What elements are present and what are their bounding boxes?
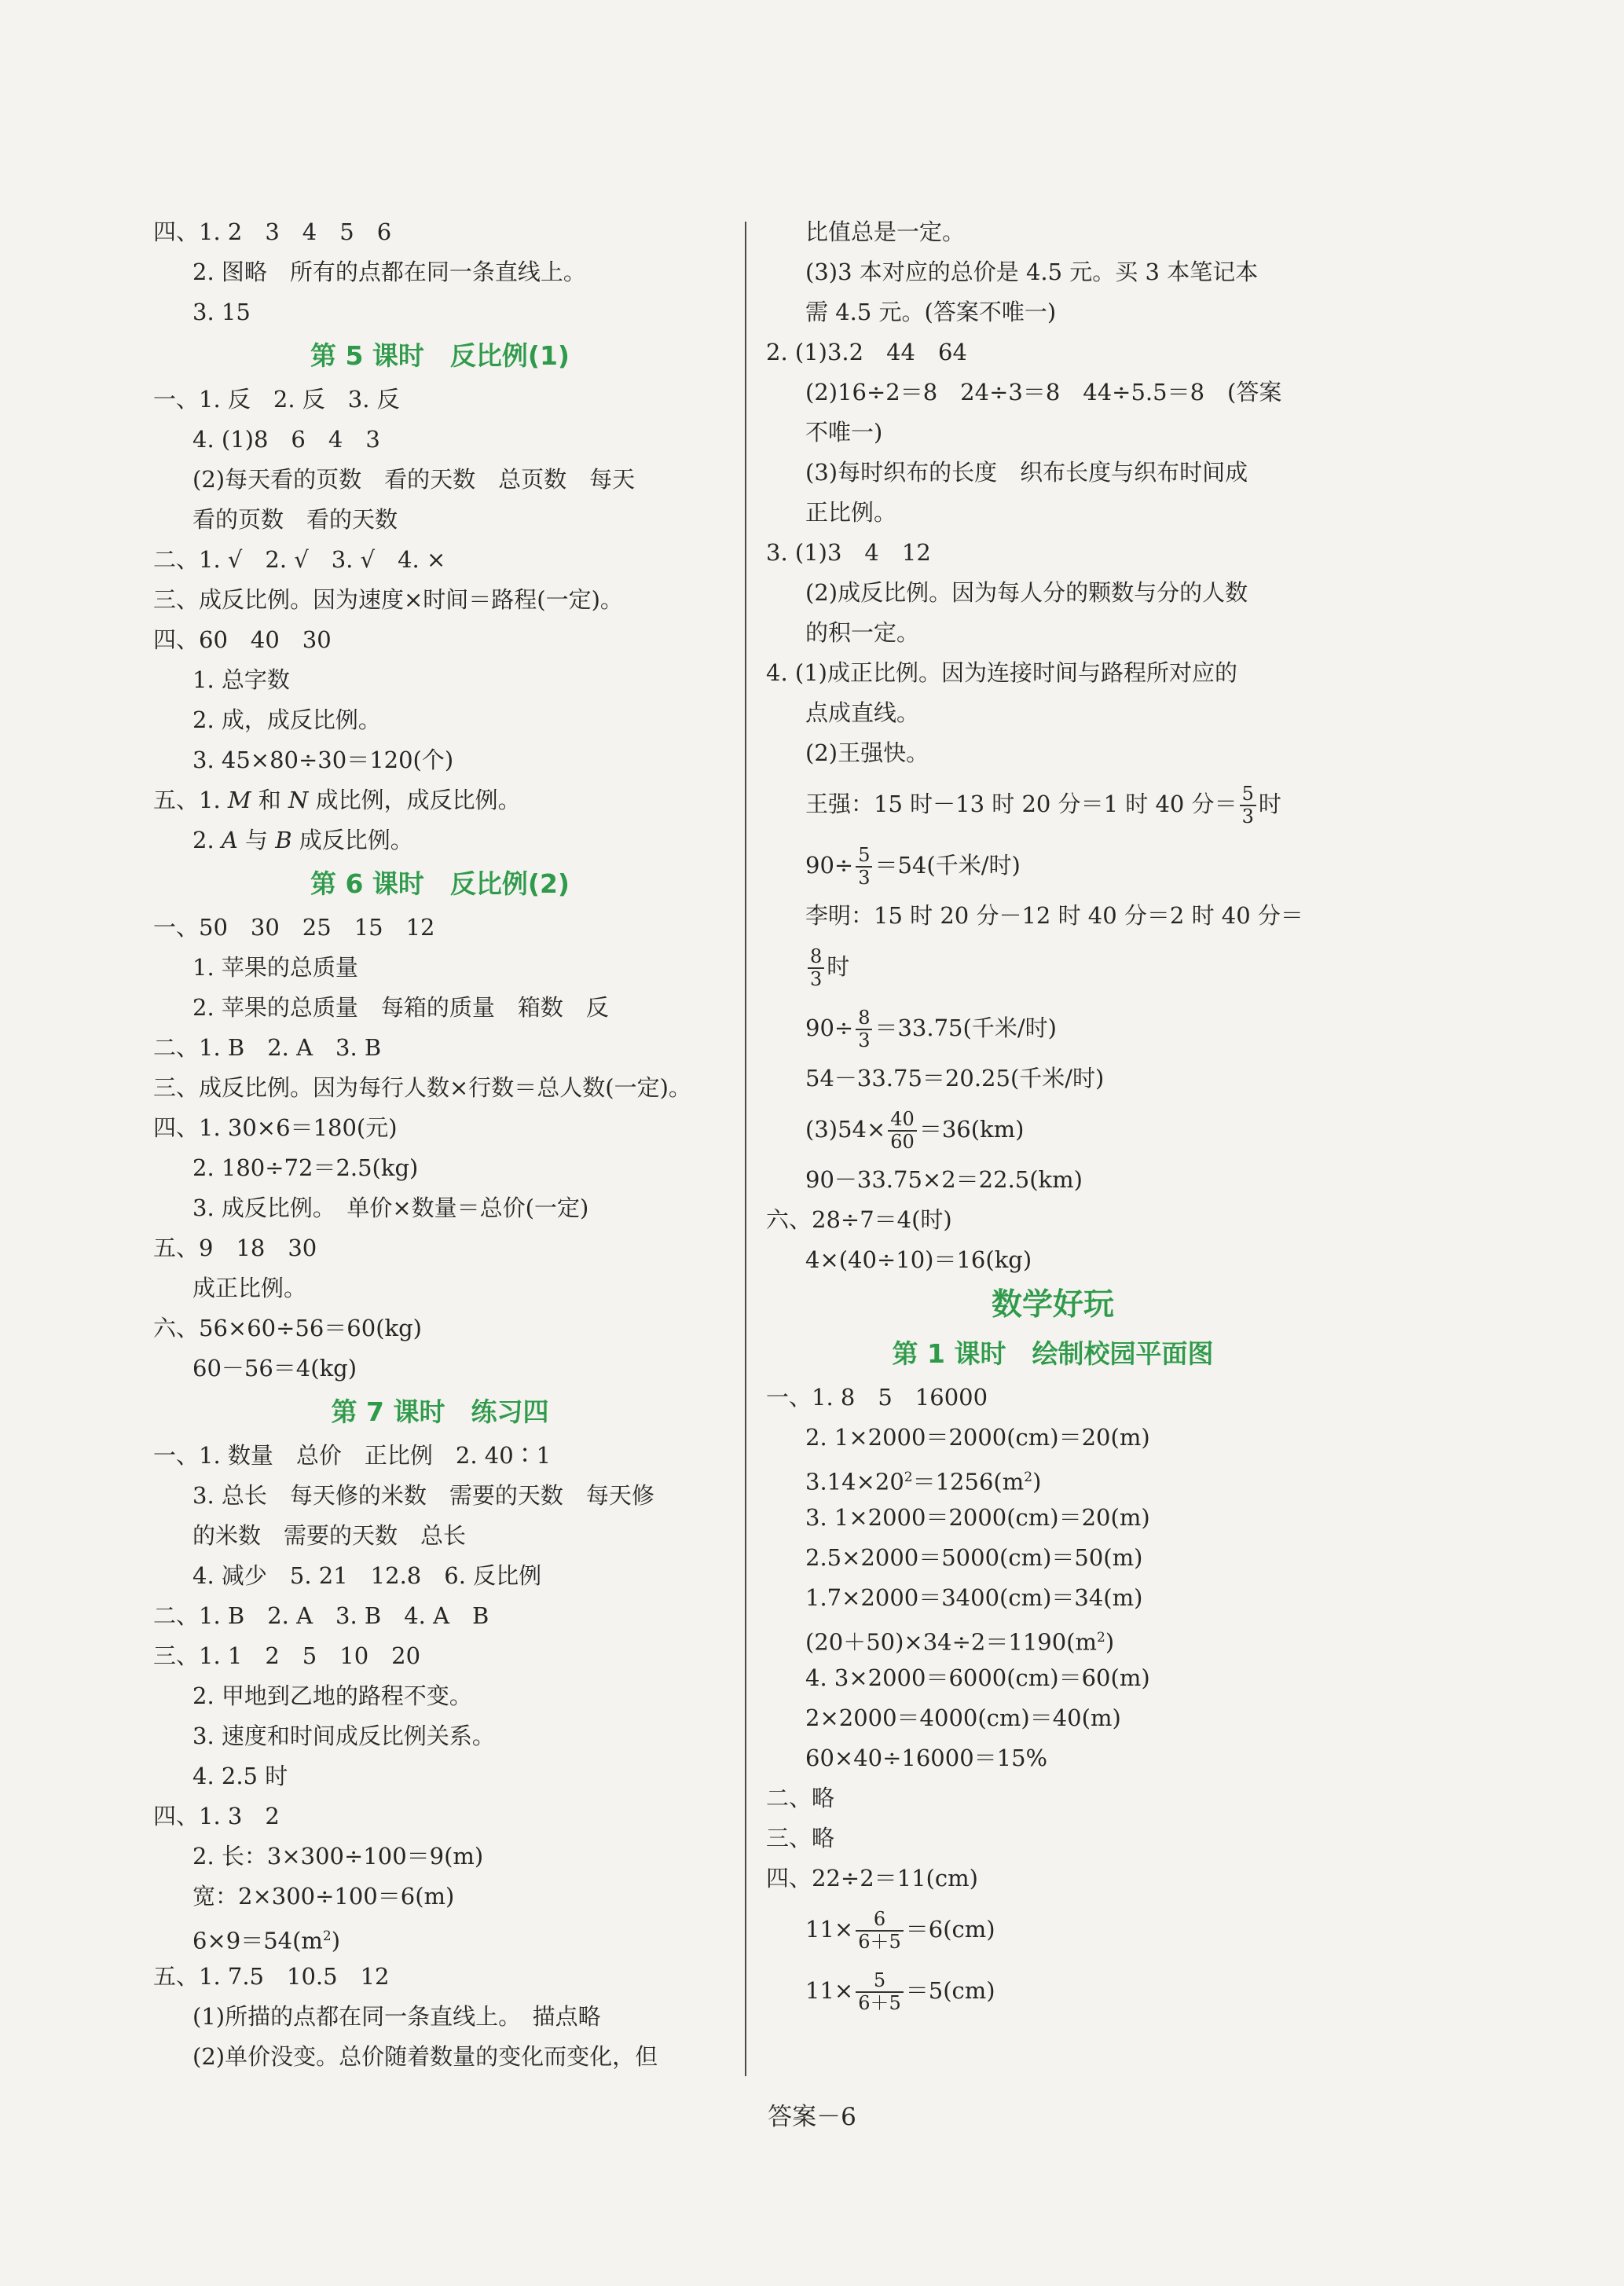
answer-line: 4. (1)成正比例。因为连接时间与路程所对应的 <box>766 659 1237 686</box>
answer-line: 3. 1×2000＝2000(cm)＝20(m) <box>805 1504 1150 1531</box>
unit-heading: 数学好玩 <box>991 1287 1114 1323</box>
lesson-heading: 第 5 课时 反比例(1) <box>310 340 570 371</box>
answer-line: 3. 成反比例。 单价×数量＝总价(一定) <box>192 1194 589 1221</box>
answer-line: 二、1. B 2. A 3. B <box>153 1034 382 1061</box>
answer-line: 4. 3×2000＝6000(cm)＝60(m) <box>805 1664 1150 1691</box>
answer-line: 三、成反比例。因为每行人数×行数＝总人数(一定)。 <box>153 1074 691 1101</box>
fraction: $\frac{8}{3}$ <box>808 946 824 990</box>
page-number: 答案－6 <box>768 2103 856 2131</box>
answer-line: 90÷ $\frac{8}{3}$ ＝33.75(千米/时) <box>805 1007 1057 1051</box>
answer-line: 看的页数 看的天数 <box>192 506 398 533</box>
answer-line: 4. (1)8 6 4 3 <box>192 426 380 453</box>
answer-line: 90÷ $\frac{5}{3}$ ＝54(千米/时) <box>805 844 1021 889</box>
fraction: $\frac{5}{3}$ <box>856 845 872 889</box>
answer-line: 三、略 <box>766 1825 835 1851</box>
answer-line: 2. 180÷72＝2.5(kg) <box>192 1154 419 1181</box>
left-column <box>153 212 727 2077</box>
answer-line: 90－33.75×2＝22.5(km) <box>805 1166 1083 1193</box>
answer-line: 二、略 <box>766 1785 835 1811</box>
answer-line: 3. 45×80÷30＝120(个) <box>192 747 454 773</box>
answer-line: $6\times 9=54(m^2)$ <box>192 1927 341 1954</box>
answer-line: (2)成反比例。因为每人分的颗数与分的人数 <box>805 579 1248 606</box>
answer-line: 正比例。 <box>805 499 897 526</box>
answer-line: 60－56＝4(kg) <box>192 1355 357 1382</box>
answer-line: (3)54× $\frac{40}{60}$ ＝36(km) <box>805 1108 1025 1153</box>
answer-line: (2)王强快。 <box>805 739 929 766</box>
answer-line: 需 4.5 元。(答案不唯一) <box>805 299 1057 325</box>
answer-line: 五、1. 7.5 10.5 12 <box>153 1963 390 1990</box>
fraction: $\frac{6}{6+5}$ <box>856 1909 904 1953</box>
answer-line: 四、1. 2 3 4 5 6 <box>153 218 392 245</box>
answer-line: 3. 15 <box>192 299 251 325</box>
lesson-heading: 第 6 课时 反比例(2) <box>310 868 570 899</box>
answer-line: 宽：2×300÷100＝6(m) <box>192 1883 455 1910</box>
answer-line: 六、28÷7＝4(时) <box>766 1206 952 1233</box>
answer-line: (3)每时织布的长度 织布长度与织布时间成 <box>805 459 1248 486</box>
answer-line: 三、1. 1 2 5 10 20 <box>153 1642 421 1669</box>
fraction: $\frac{5}{6+5}$ <box>856 1970 904 2014</box>
answer-line: 2. 甲地到乙地的路程不变。 <box>192 1682 472 1709</box>
answer-line: 2.5×2000＝5000(cm)＝50(m) <box>805 1544 1143 1571</box>
answer-line: 3. (1)3 4 12 <box>766 539 931 566</box>
answer-line: 60×40÷16000＝15% <box>805 1745 1048 1771</box>
answer-line: (2)单价没变。总价随着数量的变化而变化，但 <box>192 2043 658 2070</box>
lesson-heading: 第 7 课时 练习四 <box>331 1396 549 1427</box>
answer-line: (2)16÷2＝8 24÷3＝8 44÷5.5＝8 (答案 <box>805 379 1282 405</box>
answer-line: 1.7×2000＝3400(cm)＝34(m) <box>805 1584 1143 1611</box>
answer-line: $\frac{8}{3}$ 时 <box>766 936 1340 997</box>
answer-line: 4. 2.5 时 <box>192 1763 288 1789</box>
answer-line: 二、1. B 2. A 3. B 4. A B <box>153 1602 489 1629</box>
answer-line: 四、60 40 30 <box>153 626 332 653</box>
answer-line: 李明：15 时 20 分－12 时 40 分＝2 时 40 分＝ <box>805 902 1303 929</box>
answer-line: 四、22÷2＝11(cm) <box>766 1865 978 1892</box>
answer-line: 2. 成，成反比例。 <box>192 706 381 733</box>
column-divider <box>745 222 746 2076</box>
answer-line: 二、1. √ 2. √ 3. √ 4. × <box>153 546 446 573</box>
answer-line: 王强：15 时－13 时 20 分＝1 时 40 分＝ $\frac{5}{3}$ 时 <box>805 783 1281 827</box>
answer-line: 2. 长：3×300÷100＝9(m) <box>192 1843 484 1870</box>
answer-line: 一、1. 8 5 16000 <box>766 1384 988 1411</box>
answer-line: 五、1. M 和 N 成比例，成反比例。 <box>153 787 521 813</box>
answer-line: (3)3 本对应的总价是 4.5 元。买 3 本笔记本 <box>805 259 1259 285</box>
answer-line: 四、1. 30×6＝180(元) <box>153 1114 398 1141</box>
answer-line: 的米数 需要的天数 总长 <box>192 1522 467 1549</box>
answer-line: (2)每天看的页数 看的天数 总页数 每天 <box>192 466 636 493</box>
answer-line: 4. 减少 5. 21 12.8 6. 反比例 <box>192 1562 542 1589</box>
answer-line: 2. (1)3.2 44 64 <box>766 339 967 365</box>
answer-line: 一、1. 数量 总价 正比例 2. 40∶1 <box>153 1442 552 1469</box>
answer-line: 三、成反比例。因为速度×时间＝路程(一定)。 <box>153 586 623 613</box>
answer-line: 11× $\frac{6}{6+5}$ ＝6(cm) <box>805 1908 995 1953</box>
answer-line: (1)所描的点都在同一条直线上。 描点略 <box>192 2003 601 2030</box>
answer-line: 一、1. 反 2. 反 3. 反 <box>153 386 400 413</box>
answer-line: 的积一定。 <box>805 619 920 646</box>
answer-line: 1. 苹果的总质量 <box>192 954 358 981</box>
answer-line: 3. 总长 每天修的米数 需要的天数 每天修 <box>192 1482 654 1509</box>
answer-line: 比值总是一定。 <box>805 218 966 245</box>
lesson-heading: 第 1 课时 绘制校园平面图 <box>892 1338 1214 1369</box>
answer-line: $(20+50)\times 34\div 2=1190(m^2)$ <box>805 1628 1115 1656</box>
fraction: $\frac{40}{60}$ <box>888 1109 917 1153</box>
answer-line: 2. 图略 所有的点都在同一条直线上。 <box>192 259 586 285</box>
fraction: $\frac{8}{3}$ <box>856 1007 872 1051</box>
answer-line: 五、9 18 30 <box>153 1235 317 1261</box>
answer-line: 11× $\frac{5}{6+5}$ ＝5(cm) <box>805 1969 995 2014</box>
answer-line: 成正比例。 <box>192 1275 307 1301</box>
answer-line: 4×(40÷10)＝16(kg) <box>805 1246 1032 1273</box>
answer-line: 六、56×60÷56＝60(kg) <box>153 1315 422 1341</box>
answer-line: 四、1. 3 2 <box>153 1803 280 1829</box>
answer-line: 一、50 30 25 15 12 <box>153 914 435 941</box>
answer-line: 3. 速度和时间成反比例关系。 <box>192 1723 495 1749</box>
fraction: $\frac{5}{3}$ <box>1240 783 1256 827</box>
answer-line: 2. 1×2000＝2000(cm)＝20(m) <box>805 1424 1150 1451</box>
answer-line: $3.14\times 20^2=1256(m^2)$ <box>805 1468 1042 1495</box>
answer-line: 2. 苹果的总质量 每箱的质量 箱数 反 <box>192 994 609 1021</box>
answer-line: 54－33.75＝20.25(千米/时) <box>805 1065 1105 1092</box>
answer-line: 点成直线。 <box>805 699 920 726</box>
answer-line: 1. 总字数 <box>192 666 290 693</box>
answer-line: 2×2000＝4000(cm)＝40(m) <box>805 1704 1121 1731</box>
answer-line: 不唯一) <box>805 419 883 446</box>
answer-line: 2. A 与 B 成反比例。 <box>192 827 413 853</box>
right-column <box>766 212 1340 2021</box>
